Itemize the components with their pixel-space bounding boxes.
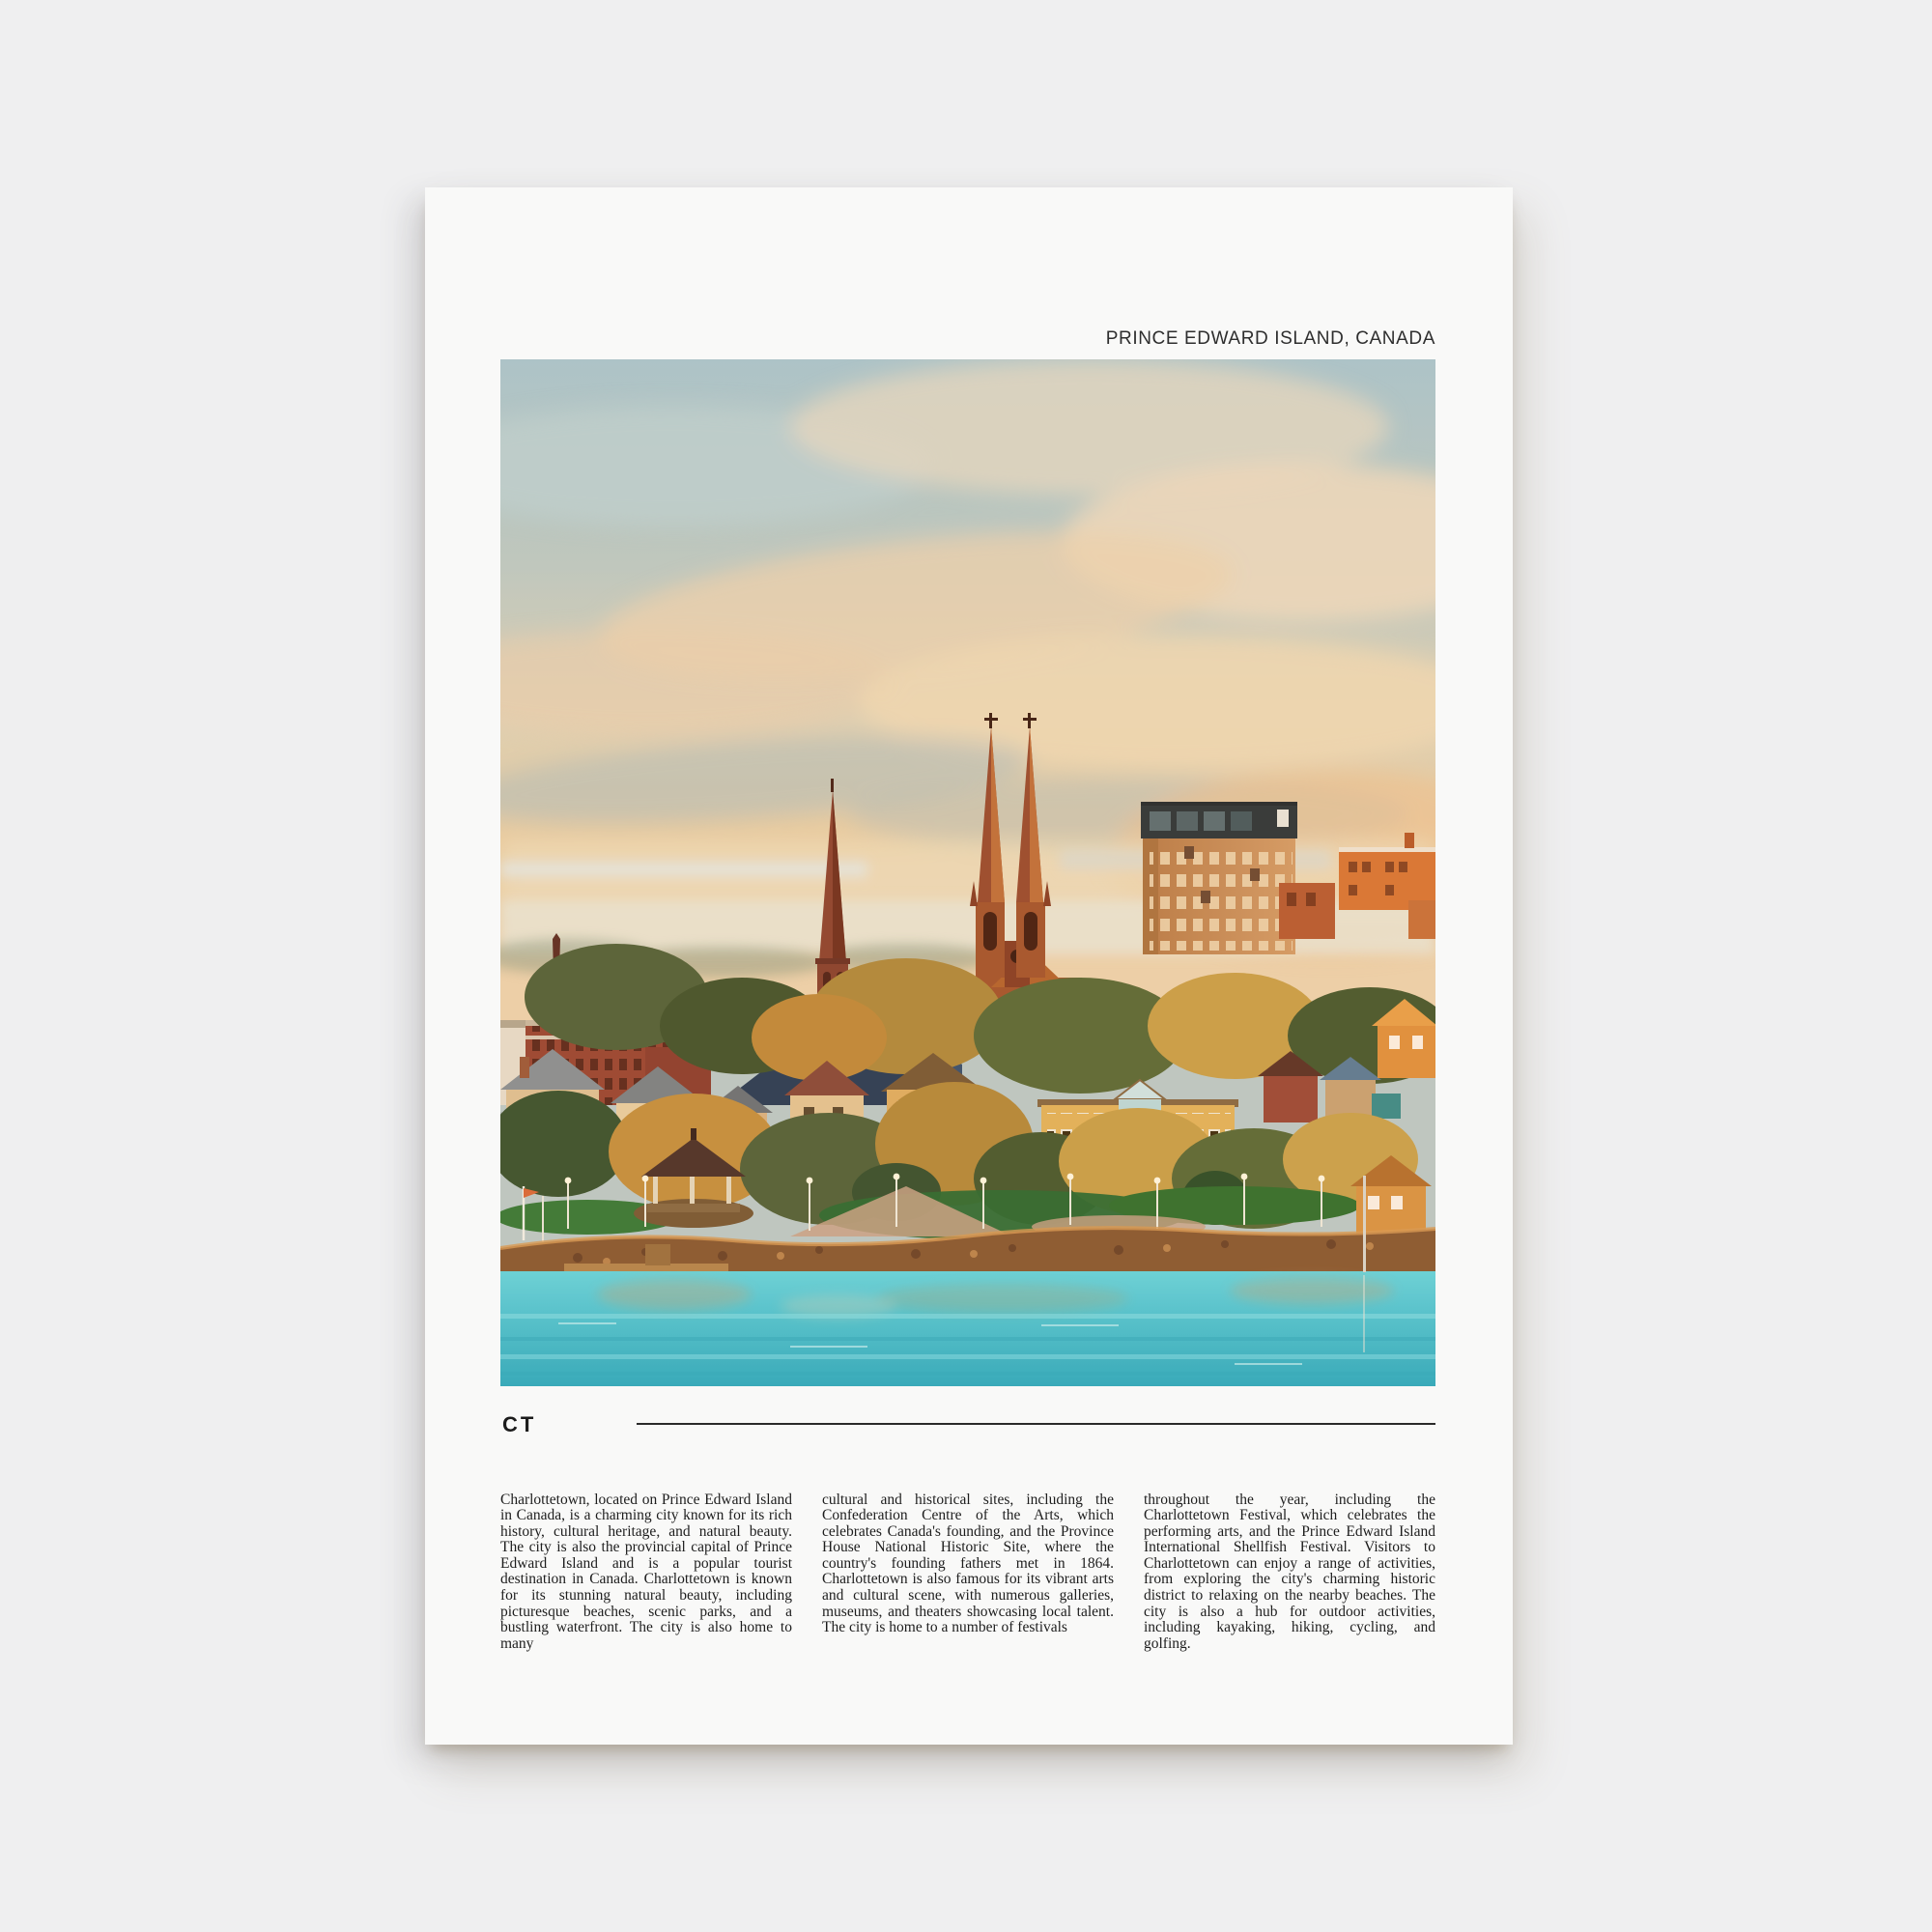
divider-label: CT: [502, 1412, 537, 1436]
city-photo-illustration: [500, 359, 1435, 1386]
photo-warm-overlay: [500, 359, 1435, 1386]
article-column-2: cultural and historical sites, including the Confederation Centre of the Arts, which celebrates Canada's founding, and the Province House National Historic Site, where the country's founding fathers met in 1864. Charlottetown is also famous for its vibrant arts and cultural scene, with numerous galleries, museums, and theaters showcasing local talent. The city is home to a number of festivals: [822, 1491, 1114, 1636]
divider-row: [500, 1414, 1435, 1437]
travel-poster: [425, 187, 1513, 1745]
article-columns: [500, 1477, 1435, 1667]
article-column-3: throughout the year, including the Charlottetown Festival, which celebrates the performing arts, and the Prince Edward Island International Shellfish Festival. Visitors to Charlottetown can enjoy a range of activities, from exploring the city's charming historic district to relaxing on the nearby beaches. The city is also a hub for outdoor activities, including kayaking, hiking, cycling, and golfing.: [1144, 1491, 1435, 1652]
article-column-1: Charlottetown, located on Prince Edward Island in Canada, is a charming city known for its rich history, cultural heritage, and natural beauty. The city is also the provincial capital of Prince Edward Island and is a popular tourist destination in Canada. Charlottetown is known for its stunning natural beauty, including picturesque beaches, scenic parks, and a bustling waterfront. The city is also home to many: [500, 1491, 792, 1652]
poster-subtitle: PRINCE EDWARD ISLAND, CANADA: [1105, 328, 1435, 349]
city-photo: [500, 359, 1435, 1386]
divider-line: [637, 1423, 1435, 1425]
